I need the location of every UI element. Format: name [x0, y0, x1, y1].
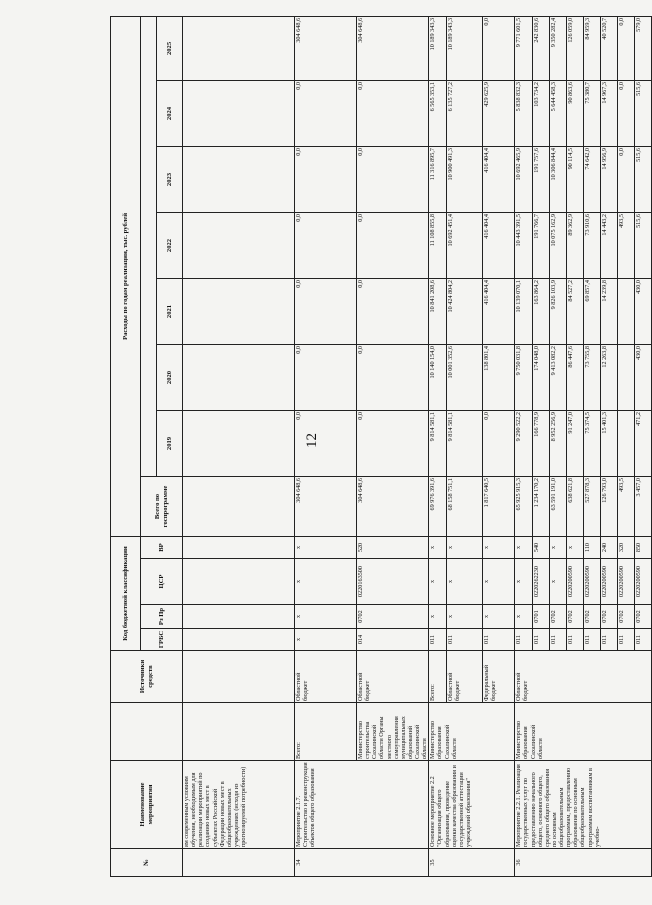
cell-y6: 40 520,7: [601, 16, 618, 80]
cell-y6: 10 189 343,3: [447, 16, 483, 80]
cell-y0: 9 814 581,1: [429, 410, 447, 476]
cell-rzpr: [183, 605, 295, 629]
cell-y0: 0,0: [295, 410, 357, 476]
cell-y6: [183, 16, 295, 80]
cell-y1: [183, 344, 295, 410]
cell-y6: 0,0: [483, 16, 515, 80]
cell-total: 304 648,6: [295, 476, 357, 536]
cell-y0: 166 778,9: [533, 410, 550, 476]
cell-vr: 110: [584, 536, 601, 558]
cell-y4: 10 692 465,9: [515, 146, 533, 212]
cell-total: 68 158 751,1: [447, 476, 483, 536]
header-row-1: [111, 16, 141, 876]
col-executor-header: [111, 703, 183, 761]
cell-source: Федеральный бюджет: [483, 651, 515, 703]
sub-total-header: Всего по госпрограмме: [141, 476, 183, 536]
cell-y2: 84 527,2: [567, 278, 584, 344]
cell-rzpr: х: [429, 605, 447, 629]
cell-y0: 0,0: [483, 410, 515, 476]
cell-rzpr: 0702: [601, 605, 618, 629]
cell-y5: 6 565 353,1: [429, 80, 447, 146]
cell-y5: 75 380,7: [584, 80, 601, 146]
cell-vr: х: [483, 536, 515, 558]
cell-y6: 242 830,6: [533, 16, 550, 80]
cell-y3: 73 910,6: [584, 212, 601, 278]
cell-grbs: 011: [429, 629, 447, 651]
table-row: [515, 16, 533, 876]
cell-rzpr: х: [447, 605, 483, 629]
cell-y1: 430,0: [635, 344, 652, 410]
cell-grbs: 011: [567, 629, 584, 651]
cell-y2: [618, 278, 635, 344]
cell-csr: 0220200590: [635, 559, 652, 605]
cell-csr: х: [295, 559, 357, 605]
cell-vr: 240: [601, 536, 618, 558]
year-header: 2025: [157, 16, 183, 80]
cell-y0: 471,2: [635, 410, 652, 476]
cell-y5: 0,0: [618, 80, 635, 146]
cell-y5: 90 863,6: [567, 80, 584, 146]
cell-y6: 84 959,3: [584, 16, 601, 80]
cell-y0: [618, 410, 635, 476]
cell-rzpr: 0702: [635, 605, 652, 629]
cell-grbs: 011: [483, 629, 515, 651]
cell-y6: 304 648,6: [295, 16, 357, 80]
cell-grbs: х: [295, 629, 357, 651]
cell-vr: х: [429, 536, 447, 558]
cell-grbs: 011: [635, 629, 652, 651]
cell-total: 65 925 915,3: [515, 476, 533, 536]
cell-y3: 11 108 855,8: [429, 212, 447, 278]
cell-no: [183, 849, 295, 877]
cell-y6: 9 350 282,4: [550, 16, 567, 80]
cell-y0: 15 401,3: [601, 410, 618, 476]
cell-vr: х: [447, 536, 483, 558]
cell-y4: 0,0: [295, 146, 357, 212]
cell-vr: 540: [533, 536, 550, 558]
cell-y2: 14 239,8: [601, 278, 618, 344]
cell-source: Областной бюджет: [515, 651, 652, 703]
cell-source: Областной бюджет: [357, 651, 429, 703]
cell-y4: 14 956,9: [601, 146, 618, 212]
cell-y5: 5 838 832,3: [515, 80, 533, 146]
cell-y4: 74 642,0: [584, 146, 601, 212]
cell-y1: 12 263,8: [601, 344, 618, 410]
cell-vr: х: [567, 536, 584, 558]
cell-y5: 14 967,3: [601, 80, 618, 146]
rotated-table-container: [110, 17, 643, 877]
cell-total: 3 457,0: [635, 476, 652, 536]
sub-vr-header: ВР: [141, 536, 183, 558]
cell-rzpr: х: [295, 605, 357, 629]
cell-y0: [183, 410, 295, 476]
col-no-header: №: [111, 849, 183, 877]
cell-vr: х: [515, 536, 533, 558]
cell-grbs: 011: [515, 629, 533, 651]
sub-rzpr-header: Рз Пр: [141, 605, 183, 629]
cell-rzpr: 0702: [618, 605, 635, 629]
table-row: [183, 16, 295, 876]
cell-total: 304 648,6: [357, 476, 429, 536]
cell-y3: [183, 212, 295, 278]
cell-total: 126 793,0: [601, 476, 618, 536]
year-header: 2023: [157, 146, 183, 212]
cell-y2: 0,0: [357, 278, 429, 344]
cell-y3: 10 075 162,9: [550, 212, 567, 278]
cell-y0: 9 814 581,1: [447, 410, 483, 476]
cell-rzpr: 0702: [357, 605, 429, 629]
cell-rzpr: 0701: [533, 605, 550, 629]
cell-total: 63 591 191,0: [550, 476, 567, 536]
cell-y1: 0,0: [357, 344, 429, 410]
cell-y3: 10 692 451,4: [447, 212, 483, 278]
cell-y2: 9 826 103,9: [550, 278, 567, 344]
cell-executor: Министерство образования Сахалинской области: [429, 703, 515, 761]
years-spacer: [141, 16, 157, 476]
cell-y4: 0,0: [618, 146, 635, 212]
cell-y1: 73 755,8: [584, 344, 601, 410]
cell-y3: 191 766,7: [533, 212, 550, 278]
cell-y6: 304 648,6: [357, 16, 429, 80]
page-number: 12: [304, 433, 320, 448]
year-header: 2020: [157, 344, 183, 410]
cell-y6: 9 771 601,5: [515, 16, 533, 80]
cell-csr: х: [429, 559, 447, 605]
cell-executor: [183, 703, 295, 761]
cell-vr: 850: [635, 536, 652, 558]
cell-csr: 0220163500: [357, 559, 429, 605]
cell-total: [183, 476, 295, 536]
cell-vr: х: [550, 536, 567, 558]
cell-y4: 11 316 895,7: [429, 146, 447, 212]
cell-csr: 0220200590: [618, 559, 635, 605]
cell-executor: Министерство образования Сахалинской области: [515, 703, 652, 761]
cell-y2: 69 857,4: [584, 278, 601, 344]
year-header: 2019: [157, 410, 183, 476]
col-budget-code-header: Код бюджетной классификации: [111, 536, 141, 650]
cell-vr: х: [295, 536, 357, 558]
cell-executor: Министерство строительства Сахалинской области Органы местного самоуправления муниципальных образований Сахалинской области: [357, 703, 429, 761]
table-row: [429, 16, 447, 876]
cell-y0: 8 952 256,9: [550, 410, 567, 476]
cell-grbs: 011: [550, 629, 567, 651]
cell-y3: 0,0: [295, 212, 357, 278]
cell-y1: 10 140 154,0: [429, 344, 447, 410]
cell-rzpr: 0702: [550, 605, 567, 629]
cell-grbs: 011: [584, 629, 601, 651]
cell-name: Основное мероприятие 2.2 "Организация общего образования, проведение оценки качества образования и государственной аттестации учреждений образования": [429, 761, 515, 849]
cell-name: ям современным условиям обучения, необходимым для реализации мероприятий по созданию новых мест в субъектах Российской Федерации новых мест в общеобразовательных учреждениях (исходя из прогнозируемой потребности): [183, 761, 295, 849]
cell-grbs: 014: [357, 629, 429, 651]
cell-y1: 9 413 082,2: [550, 344, 567, 410]
cell-source: Областной бюджет: [295, 651, 357, 703]
cell-source: [183, 651, 295, 703]
cell-csr: х: [550, 559, 567, 605]
cell-y4: 416 404,4: [483, 146, 515, 212]
cell-y2: 10 841 208,6: [429, 278, 447, 344]
cell-rzpr: х: [483, 605, 515, 629]
cell-y0: 91 247,0: [567, 410, 584, 476]
cell-y2: 0,0: [295, 278, 357, 344]
sub-grbs-header: ГРБС: [141, 629, 183, 651]
cell-source: Областной бюджет: [447, 651, 483, 703]
cell-source: Всего:: [429, 651, 447, 703]
cell-total: 527 878,3: [584, 476, 601, 536]
cell-csr: х: [447, 559, 483, 605]
cell-name: Мероприятие 2.2.1. Реализация государственных услуг по предоставлению начального общего, основного общего, среднего общего образования по основным общеобразовательным программам, предоставлению образования по основным общеобразовательным программам воспитанникам в учебно-: [515, 761, 652, 849]
table-row: [357, 16, 429, 876]
cell-y3: 89 362,9: [567, 212, 584, 278]
cell-grbs: 011: [601, 629, 618, 651]
cell-csr: х: [483, 559, 515, 605]
cell-rzpr: 0702: [567, 605, 584, 629]
cell-grbs: 011: [533, 629, 550, 651]
cell-y4: 191 757,6: [533, 146, 550, 212]
cell-csr: [183, 559, 295, 605]
year-header: 2022: [157, 212, 183, 278]
cell-y4: 90 114,5: [567, 146, 584, 212]
cell-rzpr: х: [515, 605, 533, 629]
cell-y3: 0,0: [357, 212, 429, 278]
col-sources-header: Источники средств: [111, 651, 183, 703]
cell-y6: 579,0: [635, 16, 652, 80]
sub-csr-header: ЦСР: [141, 559, 183, 605]
cell-y6: 10 189 343,3: [429, 16, 447, 80]
cell-csr: 0220200590: [584, 559, 601, 605]
year-header: 2024: [157, 80, 183, 146]
cell-total: 69 976 391,6: [429, 476, 447, 536]
cell-y5: 6 135 727,2: [447, 80, 483, 146]
cell-no: 35: [429, 849, 515, 877]
cell-y1: 174 048,0: [533, 344, 550, 410]
cell-y0: 0,0: [357, 410, 429, 476]
cell-y5: 0,0: [295, 80, 357, 146]
cell-csr: 0220200590: [601, 559, 618, 605]
budget-table: [110, 16, 652, 877]
year-header: 2021: [157, 278, 183, 344]
cell-y0: 75 374,5: [584, 410, 601, 476]
cell-y3: 14 443,2: [601, 212, 618, 278]
cell-y2: 10 139 070,1: [515, 278, 533, 344]
cell-y5: 429 625,9: [483, 80, 515, 146]
cell-y5: 0,0: [357, 80, 429, 146]
cell-vr: [183, 536, 295, 558]
col-expenses-header: Расходы по годам реализации, тыс. рублей: [111, 16, 141, 536]
cell-y4: [183, 146, 295, 212]
cell-y5: [183, 80, 295, 146]
cell-y5: 515,6: [635, 80, 652, 146]
cell-y0: 9 290 522,2: [515, 410, 533, 476]
cell-vr: 520: [357, 536, 429, 558]
cell-name: Мероприятие 2.1.7. Строительство и реконструкция объектов общего образования: [295, 761, 429, 849]
cell-y1: 138 801,4: [483, 344, 515, 410]
cell-y1: [618, 344, 635, 410]
cell-csr: 0220262230: [533, 559, 550, 605]
cell-no: 34: [295, 849, 429, 877]
cell-total: 638 621,8: [567, 476, 584, 536]
table-row: [295, 16, 357, 876]
cell-no: 36: [515, 849, 652, 877]
col-name-header: Наименование мероприятия: [111, 761, 183, 849]
cell-y6: 126 059,0: [567, 16, 584, 80]
cell-vr: 320: [618, 536, 635, 558]
cell-y1: 9 750 031,8: [515, 344, 533, 410]
cell-y2: [183, 278, 295, 344]
cell-grbs: [183, 629, 295, 651]
cell-executor: Всего:: [295, 703, 357, 761]
cell-total: 1 234 170,2: [533, 476, 550, 536]
cell-y4: 10 306 844,4: [550, 146, 567, 212]
cell-y3: 416 404,4: [483, 212, 515, 278]
cell-y2: 430,0: [635, 278, 652, 344]
cell-y1: 86 447,6: [567, 344, 584, 410]
cell-y4: 10 900 491,3: [447, 146, 483, 212]
cell-csr: х: [515, 559, 533, 605]
cell-total: 1 817 640,5: [483, 476, 515, 536]
cell-y1: 10 001 352,6: [447, 344, 483, 410]
cell-y6: 0,0: [618, 16, 635, 80]
cell-grbs: 011: [618, 629, 635, 651]
cell-y3: 515,6: [635, 212, 652, 278]
cell-y2: 416 404,4: [483, 278, 515, 344]
cell-total: 493,5: [618, 476, 635, 536]
cell-y4: 0,0: [357, 146, 429, 212]
cell-y2: 163 864,2: [533, 278, 550, 344]
cell-y4: 515,6: [635, 146, 652, 212]
cell-y3: 493,5: [618, 212, 635, 278]
cell-y5: 5 644 458,3: [550, 80, 567, 146]
cell-y3: 10 443 391,5: [515, 212, 533, 278]
table-body: [183, 16, 652, 876]
cell-y1: 0,0: [295, 344, 357, 410]
cell-grbs: 011: [447, 629, 483, 651]
cell-rzpr: 0702: [584, 605, 601, 629]
cell-y5: 103 734,2: [533, 80, 550, 146]
cell-y2: 10 424 804,2: [447, 278, 483, 344]
cell-csr: 0220200590: [567, 559, 584, 605]
